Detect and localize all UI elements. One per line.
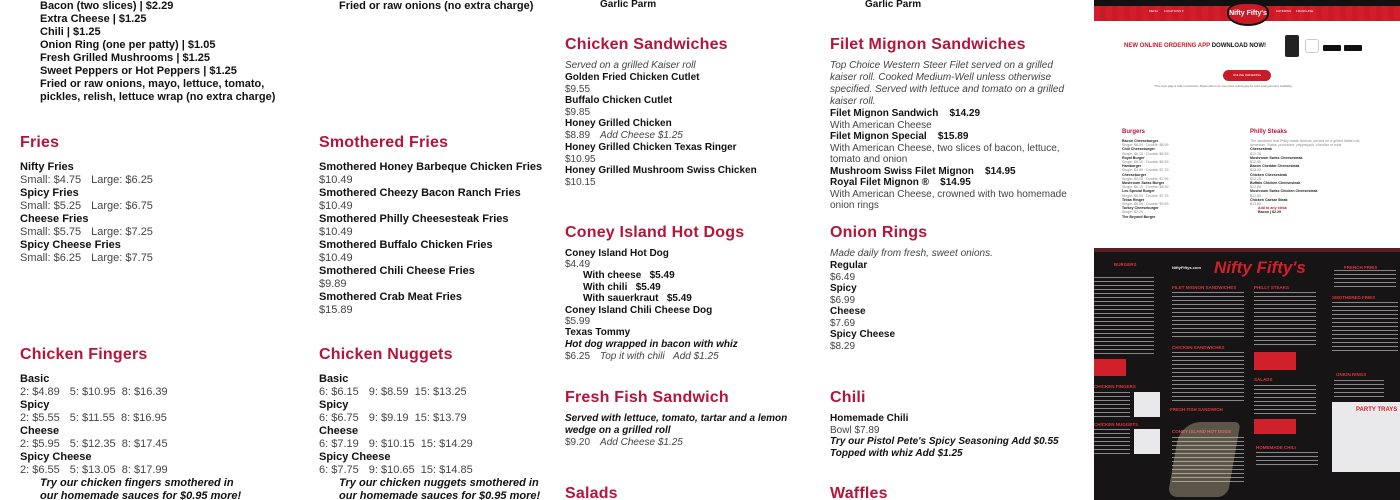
photo-section-title: FRESH FISH SANDWICH: [1170, 407, 1223, 412]
menu-item-name: Buffalo Chicken Cutlet: [565, 95, 673, 106]
photo-section-title: ONION RINGS: [1336, 372, 1367, 377]
photo-text-block: [1172, 352, 1244, 402]
photo-text-block: [1254, 292, 1316, 347]
section-title-chicken-nuggets: Chicken Nuggets: [319, 346, 453, 363]
menu-item-description: With American Cheese, two slices of bacon, lettuce, tomato and onion: [830, 142, 1060, 165]
chili-note: Topped with whiz Add $1.25: [830, 448, 963, 459]
smothered-fries-list: [319, 161, 542, 317]
addon-item: Sweet Peppers or Hot Peppers | $1.25: [40, 65, 237, 77]
app-banner: NEW ONLINE ORDERING APP DOWNLOAD NOW!: [1124, 43, 1267, 49]
photo-section-title: SALADS: [1254, 377, 1273, 382]
chili-section: [830, 413, 1090, 460]
photo-text-block: [1254, 385, 1316, 415]
menu-item-price: 2: $6.55 5: $13.05 8: $17.99: [20, 464, 168, 476]
burgers-list: Bacon Cheeseburger Single: $6.39 · Double: $8.99 Chili Cheeseburger Single: $6.15 · Double: $8.59 Royal Burger Single: $6.15 · Double: $8.59 Hamburger Single: $4.89 · Double: $7.29 Cheeseburger Single: $5.55 · Double: $7.95 Mushroom Swiss Burger Single: $6.15 · Double: $8.59 Leo Special Burger Single: $6.55 · Double: $7.75 Texas Ringer Single: $6.89 · Double: $9.59 Turkey Cheeseburger Single: $7.29 The Beyond Burger: [1122, 139, 1169, 219]
menu-item-price: Small: $4.75 Large: $6.25: [20, 174, 153, 186]
chili-note: Try our Pistol Pete's Spicy Seasoning Add $0.55: [830, 436, 1059, 447]
menu-item-price: 2: $4.89 5: $10.95 8: $16.39: [20, 386, 168, 398]
app-store-badge-icon: [1323, 45, 1341, 51]
sauce-item: Garlic Parm: [865, 0, 922, 10]
hot-dog-option: With chili $5.49: [583, 281, 661, 293]
menu-item-price: 6: $6.75 9: $9.19 15: $13.79: [319, 412, 467, 424]
construction-note: *This menu page is under construction. Please refer to our new online ordering app for exact pricing and item availability.: [1154, 85, 1293, 88]
addon-item: Onion Ring (one per patty) | $1.05: [40, 39, 216, 51]
menu-item-price: $5.99: [565, 315, 591, 327]
menu-item-price: $10.49: [319, 226, 353, 238]
section-title-chili: Chili: [830, 389, 866, 406]
menu-item-name: Smothered Philly Cheesesteak Fries: [319, 213, 509, 225]
site-nav-bar: MENU LOCATIONS ▾ CATERING FRANCHISE: [1094, 6, 1400, 21]
hot-dog-option: With cheese $5.49: [583, 270, 675, 281]
photo-section-title: CHICKEN FINGERS: [1094, 384, 1136, 389]
menu-item-description: With American Cheese, crowned with two homemade onion rings: [830, 188, 1067, 211]
menu-item-price: 2: $5.95 5: $12.35 8: $17.45: [20, 438, 168, 450]
photo-section-title: BURGERS: [1114, 262, 1137, 267]
section-description: Top Choice Western Steer Filet served on a grilled kaiser roll. Cooked Medium-Well unless otherwise specified. Served with lettuce and tomato on a grilled kaiser roll.: [830, 60, 1065, 107]
photo-text-block: [1094, 429, 1130, 454]
photo-section-title: PHILLY STEAKS: [1254, 285, 1290, 290]
menu-item-price: $10.49: [319, 174, 353, 186]
menu-item-name: Filet Mignon Special $15.89: [830, 131, 969, 142]
menu-item-name: Spicy Cheese: [20, 451, 92, 463]
menu-item-price: $15.89: [319, 304, 353, 316]
promo-note: Try our chicken fingers smothered in: [40, 477, 234, 489]
burger-addons-list: [40, 0, 302, 104]
section-title-fries: Fries: [20, 134, 60, 151]
philly-title: Philly Steaks: [1250, 129, 1288, 135]
section-title-salads: Salads: [565, 485, 618, 500]
menu-item-price: $6.49: [830, 271, 856, 283]
menu-item-price: $7.69: [830, 317, 856, 329]
filet-mignon-list: [830, 60, 1075, 212]
menu-item-description: Hot dog wrapped in bacon with whiz: [565, 338, 738, 350]
menu-item-name: Nifty Fries: [20, 161, 74, 173]
section-title-waffles: Waffles: [830, 485, 888, 500]
menu-item-price: $9.85: [565, 107, 591, 118]
photo-red-box: [1254, 419, 1296, 434]
menu-item-name: Smothered Chili Cheese Fries: [319, 265, 475, 277]
menu-item-price: $6.99: [830, 294, 856, 306]
menu-item-name: Golden Fried Chicken Cutlet: [565, 72, 700, 83]
menu-item-name: Mushroom Swiss Filet Mignon $14.95: [830, 165, 1016, 177]
menu-item-name: Texas Tommy: [565, 326, 631, 338]
menu-item-name: Cheese Fries: [20, 213, 89, 225]
menu-url: NiftyFiftys.com: [1172, 265, 1201, 270]
menu-item-price: 6: $6.15 9: $8.59 15: $13.25: [319, 386, 467, 398]
menu-item-name: Filet Mignon Sandwich $14.29: [830, 108, 981, 119]
menu-item-name: Homemade Chili: [830, 413, 909, 424]
photo-red-box: [1254, 352, 1296, 370]
photo-section-title: HOMEMADE CHILI: [1256, 445, 1296, 450]
menu-item-price: $10.49: [319, 252, 353, 264]
hot-dog-option: With sauerkraut $5.49: [583, 293, 692, 304]
section-description: Served with lettuce, tomato, tartar and a lemon wedge on a grilled roll: [565, 413, 788, 436]
menu-item-price: $10.15: [565, 177, 596, 188]
photo-red-box: [1094, 359, 1126, 376]
website-screenshot-image[interactable]: [1094, 0, 1400, 122]
menu-logo: Nifty Fifty's: [1214, 258, 1306, 277]
menu-item-name: Spicy Cheese: [830, 329, 896, 340]
menu-item-name: Spicy: [830, 283, 857, 294]
menu-item-price: 6: $7.19 9: $10.15 15: $14.29: [319, 438, 473, 450]
menu-item-name: Cheese: [319, 425, 359, 437]
menu-item-price: $9.20 Add Cheese $1.25: [565, 437, 683, 448]
addon-item: Bacon (two slices) | $2.29: [40, 0, 174, 12]
menu-item-name: Spicy Cheese Fries: [20, 239, 121, 251]
onion-note: Fried or raw onions (no extra charge): [339, 0, 534, 12]
section-title-smothered-fries: Smothered Fries: [319, 134, 449, 151]
menu-item-name: Smothered Cheezy Bacon Ranch Fries: [319, 187, 521, 199]
photo-text-block: [1332, 302, 1398, 352]
menu-item-name: Honey Grilled Chicken: [565, 118, 672, 129]
menu-item-price: Bowl $7.89: [830, 425, 880, 436]
menu-item-price: $9.55: [565, 84, 591, 95]
section-title-chicken-fingers: Chicken Fingers: [20, 346, 148, 363]
menu-item-description: With American Cheese: [830, 119, 932, 131]
phone-icon: [1285, 35, 1299, 57]
promo-note: our homemade sauces for $0.95 more!: [40, 490, 242, 500]
menu-item-price: Small: $6.25 Large: $7.75: [20, 252, 153, 264]
menu-item-name: Spicy Cheese: [319, 451, 391, 463]
addon-free-note: Fried or raw onions, mayo, lettuce, tomato, pickles, relish, lettuce wrap (no extra charge): [40, 78, 276, 103]
chicken-sandwiches-list: [565, 60, 820, 188]
addon-item: Fresh Grilled Mushrooms | $1.25: [40, 52, 210, 64]
menu-item-price: $8.29: [830, 340, 856, 352]
photo-section-title: CONEY ISLAND HOT DOGS: [1172, 429, 1232, 434]
photo-white-box: [1134, 392, 1160, 417]
menu-item-name: Honey Grilled Chicken Texas Ringer: [565, 142, 737, 153]
menu-item-name: Spicy Fries: [20, 187, 79, 199]
section-title-chicken-sandwiches: Chicken Sandwiches: [565, 36, 728, 53]
photo-text-block: [1334, 270, 1396, 290]
app-icon: [1305, 39, 1319, 53]
photo-text-block: [1334, 380, 1384, 400]
menu-item-price: Small: $5.75 Large: $7.25: [20, 226, 153, 238]
menu-item-name: Coney Island Chili Cheese Dog: [565, 304, 713, 316]
onion-rings-list: [830, 248, 1075, 352]
online-ordering-button[interactable]: ONLINE ORDERING: [1223, 70, 1271, 81]
section-description: Made daily from fresh, sweet onions.: [830, 248, 993, 259]
menu-item-name: Coney Island Hot Dog: [565, 248, 669, 259]
photo-section-title: CHICKEN SANDWICHES: [1172, 345, 1225, 350]
menu-item-price: Small: $5.25 Large: $6.75: [20, 200, 153, 212]
menu-item-name: Smothered Buffalo Chicken Fries: [319, 239, 493, 251]
menu-item-price: $10.95: [565, 154, 596, 165]
menu-item-name: Royal Filet Mignon ® $14.95: [830, 177, 971, 188]
printed-menu-photo[interactable]: [1094, 252, 1400, 500]
burgers-title: Burgers: [1122, 129, 1146, 135]
sauce-item: Garlic Parm: [600, 0, 657, 10]
menu-page-image[interactable]: [1094, 122, 1400, 252]
menu-item-name: Basic: [319, 373, 349, 385]
chicken-nuggets-list: [319, 373, 540, 500]
menu-item-price: $4.49: [565, 259, 591, 270]
section-title-fish: Fresh Fish Sandwich: [565, 389, 729, 406]
photo-section-title: FRENCH FRIES: [1344, 265, 1378, 270]
menu-item-price: $10.49: [319, 200, 353, 212]
party-trays-title: PARTY TRAYS: [1356, 407, 1398, 413]
fish-section: [565, 413, 820, 449]
menu-item-name: Honey Grilled Mushroom Swiss Chicken: [565, 165, 757, 176]
photo-white-box: [1134, 429, 1160, 454]
photo-section-title: FILET MIGNON SANDWICHES: [1172, 285, 1237, 290]
photo-text-block: [1172, 292, 1244, 337]
menu-item-price: $9.89: [319, 278, 347, 290]
section-title-hot-dogs: Coney Island Hot Dogs: [565, 224, 745, 241]
menu-item-price: $8.89 Add Cheese $1.25: [565, 130, 683, 141]
addon-item: Chili | $1.25: [40, 26, 101, 38]
menu-item-price: $6.25 Top it with chili Add $1.25: [565, 350, 719, 362]
fries-list: [20, 161, 153, 265]
photo-text-block: [1094, 277, 1154, 357]
menu-item-name: Spicy: [319, 399, 349, 411]
menu-item-name: Cheese: [830, 306, 866, 317]
photo-text-block: [1256, 452, 1318, 466]
site-logo: Nifty Fifty's: [1227, 2, 1269, 26]
hot-dogs-list: [565, 248, 820, 363]
menu-item-price: 2: $5.55 5: $11.55 8: $16.95: [20, 412, 167, 424]
google-play-badge-icon: [1344, 45, 1362, 51]
promo-note: Try our chicken nuggets smothered in: [339, 477, 539, 489]
photo-text-block: [1094, 392, 1130, 417]
menu-item-name: Cheese: [20, 425, 60, 437]
photo-section-title: SMOTHERED FRIES: [1332, 295, 1376, 300]
promo-note: our homemade sauces for $0.95 more!: [339, 490, 541, 500]
section-description: Served on a grilled Kaiser roll: [565, 60, 696, 71]
section-title-filet-mignon: Filet Mignon Sandwiches: [830, 36, 1026, 53]
addon-item: Extra Cheese | $1.25: [40, 13, 147, 25]
menu-item-name: Regular: [830, 260, 868, 271]
philly-list: The sandwich that Philly made famous, served on a grilled Italian roll. American, Swiss, provolone, pepperjack, cheddar or whiz Cheesesteak $12.25 Mushroom Swiss Cheesesteak $12.85 Bacon Cheddar Cheesesteak $13.09 Chicken Cheesesteak $12.25 Buffalo Chicken Cheesesteak $12.85 Mushroom Swiss Chicken Cheesesteak $12.85 Chicken Caesar Steak $13.65 Add to any steak Bacon | $2.29: [1250, 139, 1361, 215]
chicken-fingers-list: [20, 373, 241, 500]
section-title-onion-rings: Onion Rings: [830, 224, 928, 241]
menu-item-name: Smothered Honey Barbeque Chicken Fries: [319, 161, 543, 173]
menu-item-name: Spicy: [20, 399, 50, 411]
photo-section-title: CHICKEN NUGGETS: [1094, 422, 1139, 427]
menu-item-name: Smothered Crab Meat Fries: [319, 291, 463, 303]
menu-item-price: 6: $7.75 9: $10.65 15: $14.85: [319, 464, 473, 476]
menu-item-name: Basic: [20, 373, 50, 385]
